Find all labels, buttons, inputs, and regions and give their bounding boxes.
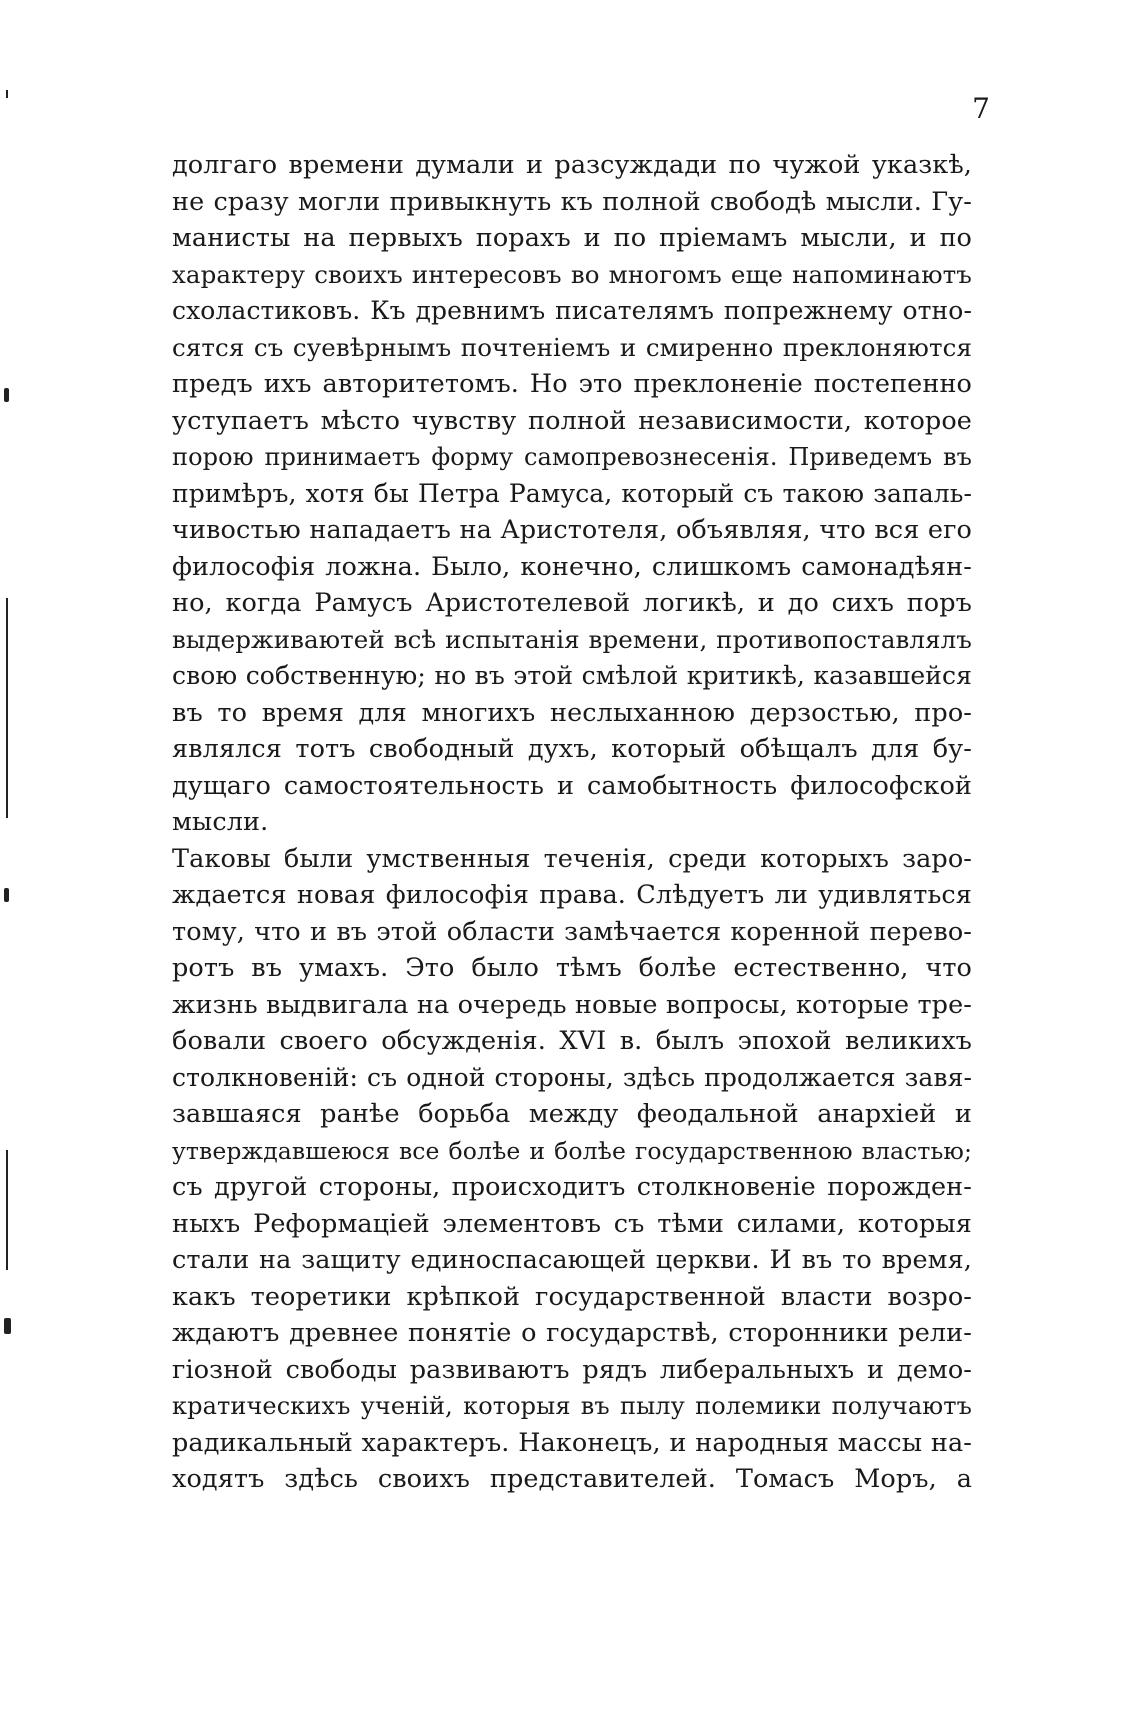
text-line: сятся съ суевѣрнымъ почтеніемъ и смиренно преклоняются (172, 332, 972, 362)
text-line: въ то время для многихъ неслыханною дерзостью, про- (172, 697, 972, 728)
text-line: гіозной свободы развиваютъ рядъ либеральныхъ и демо- (172, 1354, 972, 1385)
text-line: манисты на первыхъ порахъ и по пріемамъ мысли, и по (172, 223, 972, 253)
text-line: мысли. (172, 807, 269, 837)
text-line: характеру своихъ интересовъ во многомъ еще напоминаютъ (172, 259, 972, 289)
text-line: столкновеній: съ одной стороны, здѣсь продолжается завя- (172, 1062, 972, 1092)
paragraph-2 (172, 841, 972, 1498)
paragraph-1 (172, 147, 972, 841)
body-text (172, 147, 972, 1498)
text-line: ходятъ здѣсь своихъ представителей. Томасъ Моръ, а (172, 1464, 972, 1494)
text-line: кратическихъ ученій, которыя въ пылу полемики получаютъ (172, 1392, 972, 1420)
text-line: уступаетъ мѣсто чувству полной независимости, которое (172, 405, 972, 436)
scan-artifact (4, 888, 9, 902)
text-line: свою собственную; но въ этой смѣлой критикѣ, казавшейся (172, 661, 972, 690)
text-line: порою принимаетъ форму самопревознесенія. Приведемъ въ (172, 443, 972, 471)
text-line: являлся тотъ свободный духъ, который обѣщалъ для бу- (172, 734, 972, 764)
text-line: предъ ихъ авторитетомъ. Но это преклоненіе постепенно (172, 369, 972, 399)
scan-artifact (6, 1150, 8, 1270)
scan-artifact (4, 388, 9, 402)
text-line: дущаго самостоятельность и самобытность философской (172, 770, 972, 801)
text-line: какъ теоретики крѣпкой государственной власти возро- (172, 1281, 972, 1312)
text-line: не сразу могли привыкнуть къ полной свободѣ мысли. Гу- (172, 186, 972, 217)
text-line: съ другой стороны, происходитъ столкновеніе порожден- (172, 1172, 972, 1202)
text-line: Таковы были умственныя теченія, среди которыхъ заро- (172, 843, 972, 874)
text-line: радикальный характеръ. Наконецъ, и народныя массы на- (172, 1427, 972, 1458)
text-line: примѣръ, хотя бы Петра Рамуса, который съ такою запаль- (172, 478, 972, 508)
text-line: выдерживаютей всѣ испытанія времени, противопоставлялъ (172, 624, 972, 654)
text-line: ждаютъ древнее понятіе о государствѣ, сторонники рели- (172, 1318, 972, 1348)
text-line: философія ложна. Было, конечно, слишкомъ самонадѣян- (172, 551, 972, 582)
text-line: бовали своего обсужденія. XVI в. былъ эпохой великихъ (172, 1026, 972, 1056)
text-line: чивостью нападаетъ на Аристотеля, объявляя, что вся его (172, 515, 972, 545)
page-number: 7 (972, 92, 990, 125)
scan-artifact (6, 598, 8, 818)
text-line: схоластиковъ. Къ древнимъ писателямъ попрежнему отно- (172, 296, 972, 325)
text-line: утверждавшеюся все болѣе и болѣе государственною властью; (172, 1136, 972, 1165)
text-line: долгаго времени думали и разсуждади по чужой указкѣ, (172, 150, 972, 180)
text-line: ныхъ Реформаціей элементовъ съ тѣми силами, которыя (172, 1208, 972, 1239)
text-line: но, когда Рамусъ Аристотелевой логикѣ, и до сихъ поръ (172, 588, 972, 618)
text-line: тому, что и въ этой области замѣчается коренной перево- (172, 916, 972, 947)
text-line: жизнь выдвигала на очередь новые вопросы, которые тре- (172, 989, 972, 1020)
text-line: ждается новая философія права. Слѣдуетъ ли удивляться (172, 880, 972, 910)
text-line: завшаяся ранѣе борьба между феодальной анархіей и (172, 1099, 972, 1129)
text-line: стали на защиту единоспасающей церкви. И въ то время, (172, 1245, 972, 1275)
text-line: ротъ въ умахъ. Это было тѣмъ болѣе естественно, что (172, 953, 972, 983)
scan-artifact (4, 1318, 11, 1334)
scan-artifact (6, 90, 8, 98)
